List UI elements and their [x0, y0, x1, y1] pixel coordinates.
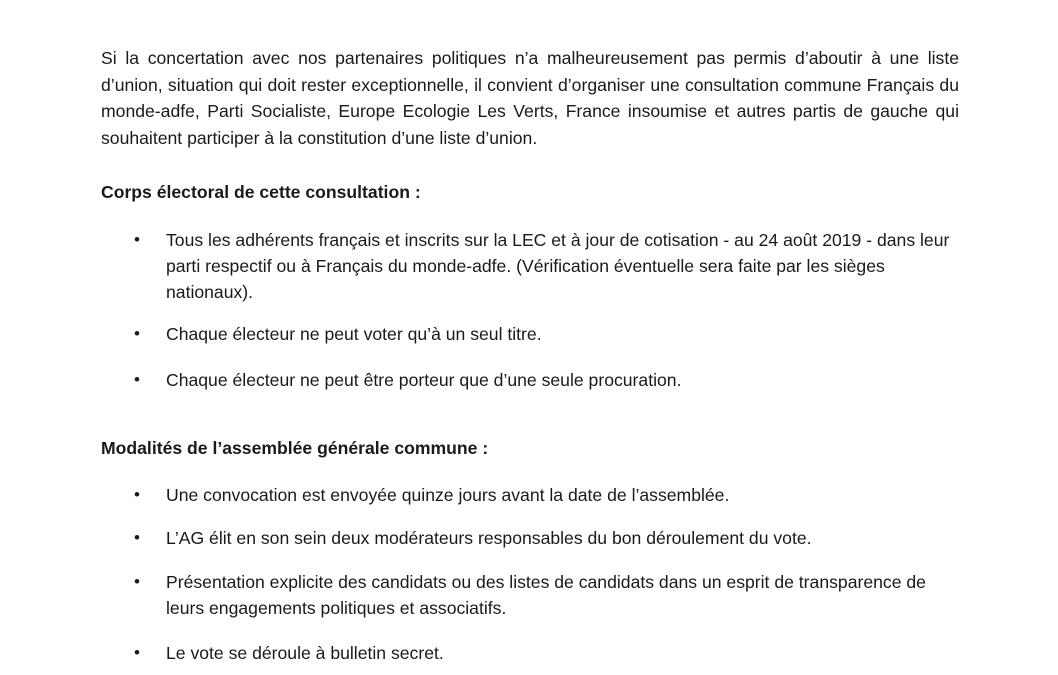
intro-paragraph: Si la concertation avec nos partenaires politiques n’a malheureusement pas permis d’aboutir à une liste d’union, situation qui doit rester exceptionnelle, il convient d’organiser une consultation commune Français du monde-adfe, Parti Socialiste, Europe Ecologie Les Verts, France insoumise et autres partis de gauche qui souhaitent participer à la constitution d’une liste d’union. — [101, 48, 959, 148]
list-item-text: Une convocation est envoyée quinze jours avant la date de l’assemblée. — [166, 485, 730, 505]
section-heading-corps-electoral: Corps électoral de cette consultation : — [101, 182, 421, 202]
list-item-text: Chaque électeur ne peut être porteur que d’une seule procuration. — [166, 370, 682, 390]
list-item-text: Tous les adhérents français et inscrits sur la LEC et à jour de cotisation - au 24 août 2019 - dans leur parti respectif ou à Français du monde-adfe. (Vérification éventuelle sera faite par les sièges nationaux). — [166, 230, 950, 302]
bullet-icon: • — [134, 572, 140, 591]
list-item-text: Chaque électeur ne peut voter qu’à un seul titre. — [166, 324, 542, 344]
list-item-text: Le vote se déroule à bulletin secret. — [166, 643, 444, 663]
bullet-icon: • — [134, 370, 140, 389]
bullet-icon: • — [134, 230, 140, 249]
bullet-icon: • — [134, 528, 140, 547]
bullet-icon: • — [134, 324, 140, 343]
list-item-text: Présentation explicite des candidats ou des listes de candidats dans un esprit de transparence de leurs engagements politiques et associatifs. — [166, 572, 926, 618]
section-heading-modalites: Modalités de l’assemblée générale commune : — [101, 438, 489, 458]
bullet-icon: • — [134, 485, 140, 504]
list-item-text: L’AG élit en son sein deux modérateurs responsables du bon déroulement du vote. — [166, 528, 812, 548]
bullet-icon: • — [134, 643, 140, 662]
